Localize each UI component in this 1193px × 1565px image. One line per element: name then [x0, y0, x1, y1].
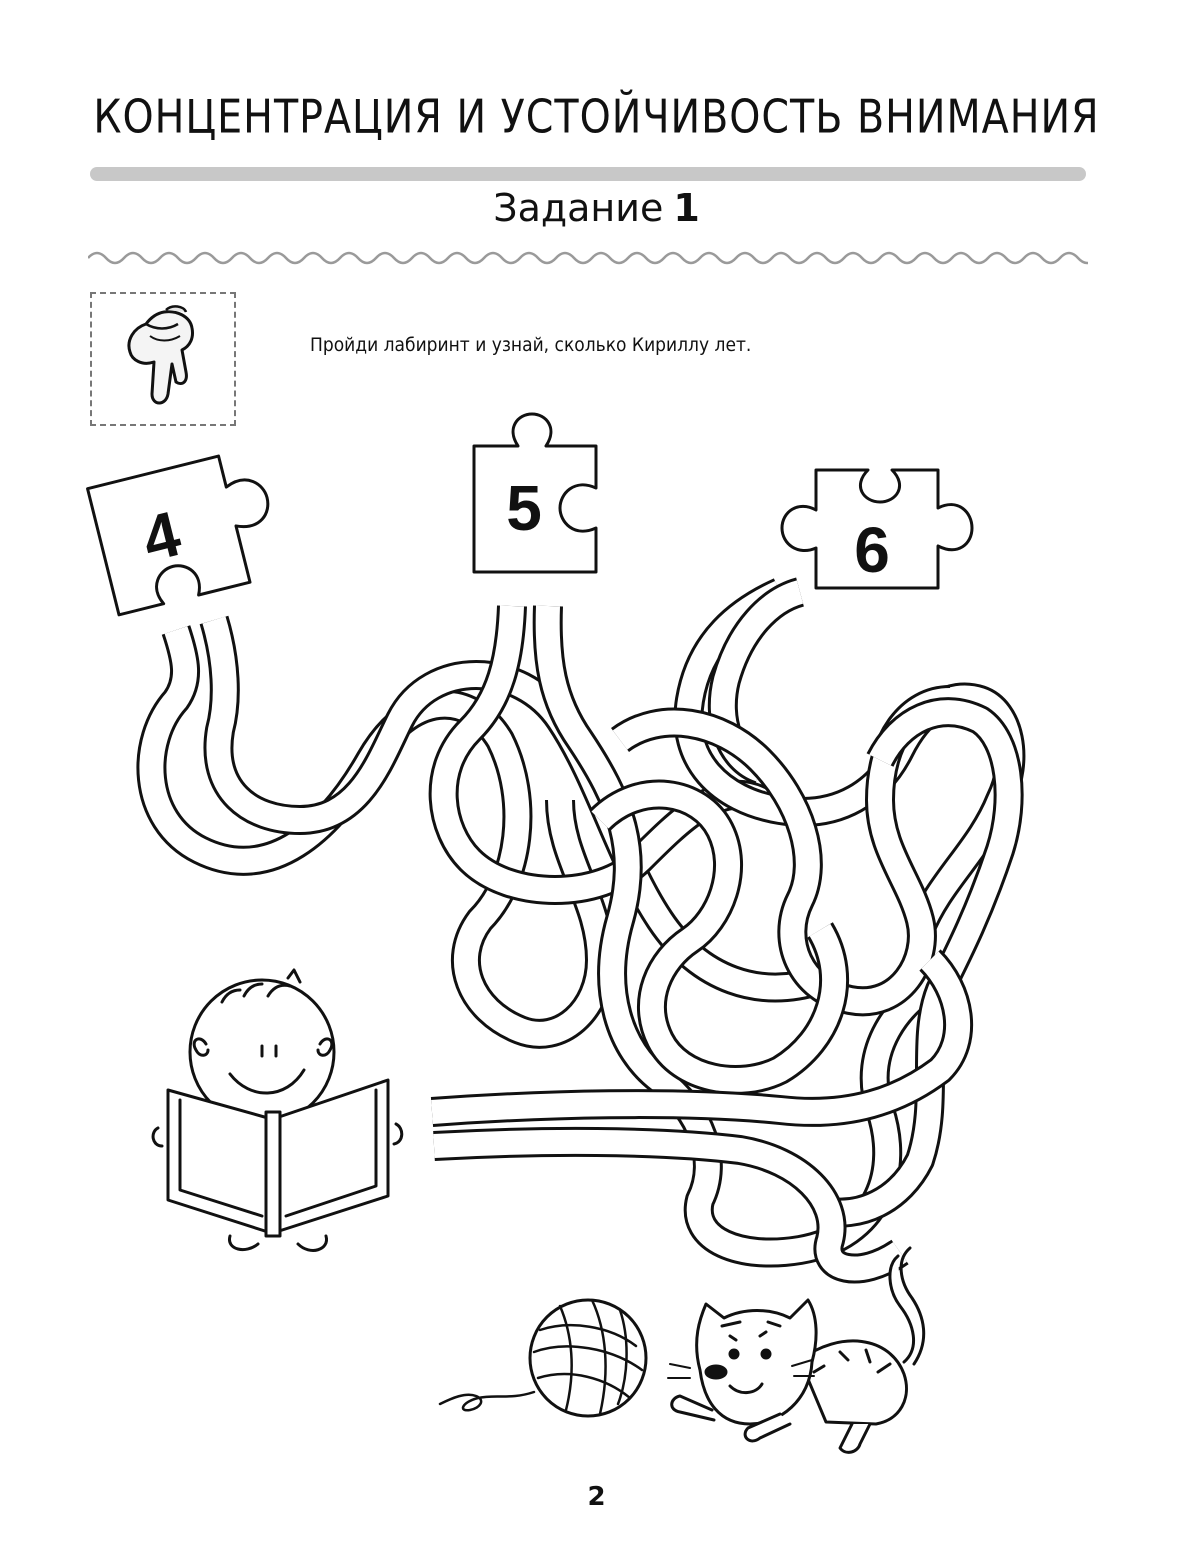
puzzle-piece-6[interactable]	[782, 470, 972, 588]
puzzle-label-4: 4	[135, 497, 188, 576]
task-instruction: Пройди лабиринт и узнай, сколько Кириллу лет.	[310, 334, 752, 356]
puzzle-label-5: 5	[506, 472, 542, 544]
boy-reading-book-icon	[153, 970, 402, 1250]
puzzle-piece-4[interactable]	[88, 447, 286, 615]
puzzle-piece-5[interactable]	[474, 414, 596, 572]
maze-path[interactable]	[434, 1142, 900, 1269]
task-number: 1	[673, 186, 700, 230]
yarn-ball-icon	[440, 1300, 646, 1416]
cat-icon	[668, 1248, 924, 1452]
puzzle-label-6: 6	[854, 514, 890, 586]
task-label: Задание	[493, 186, 664, 230]
page-number: 2	[587, 1482, 606, 1512]
page-title: КОНЦЕНТРАЦИЯ И УСТОЙЧИВОСТЬ ВНИМАНИЯ	[93, 90, 1100, 145]
